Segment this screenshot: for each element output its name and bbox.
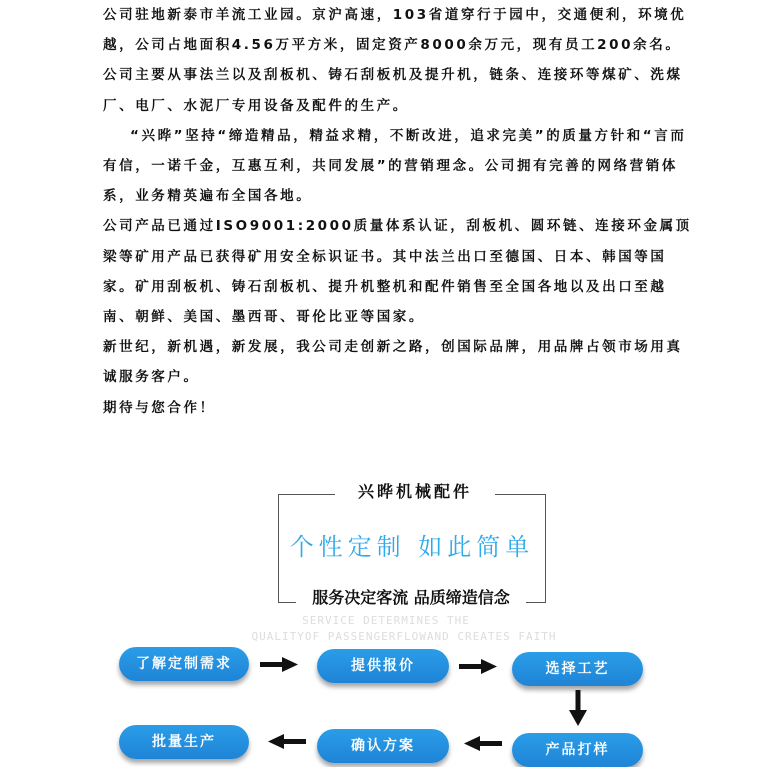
- banner-english-line-1: SERVICE DETERMINES THE: [302, 614, 470, 627]
- intro-paragraph-certification: 公司产品已通过ISO9001:2000质量体系认证，刮板机、圆环链、连接环金属顶梁等矿用产品已获得矿用安全标识证书。其中法兰出口至德国、日本、韩国等国家。矿用刮板机、铸石刮板机、提升机整机和配件销售至全国各地以及出口至越南、朝鲜、美国、墨西哥、哥伦比亚等国家。: [103, 218, 692, 326]
- banner-title: 兴晔机械配件: [335, 481, 495, 503]
- intro-paragraph-closing: 期待与您合作！: [103, 399, 216, 416]
- intro-paragraph-vision: 新世纪，新机遇，新发展，我公司走创新之路，创国际品牌，用品牌占领市场用真诚服务客户。: [103, 339, 683, 386]
- intro-paragraph-philosophy: “兴晔”坚持“缔造精品，精益求精，不断改进，追求完美”的质量方针和“言而有信，一诺千金，互惠互利，共同发展”的营销理念。公司拥有完善的网络营销体系，业务精英遍布全国各地。: [103, 127, 687, 205]
- arrow-right-icon: [260, 656, 300, 674]
- arrow-right-icon: [459, 658, 499, 676]
- arrow-left-icon: [464, 735, 504, 753]
- company-intro: [103, 0, 693, 423]
- banner-english-line-2: QUALITYOF PASSENGERFLOWAND CREATES FAITH: [251, 630, 557, 643]
- step-sample-production: 产品打样: [512, 733, 643, 767]
- arrow-down-icon: [568, 690, 588, 728]
- banner-slogan: 个性定制 如此简单: [289, 533, 535, 561]
- step-mass-production: 批量生产: [119, 725, 249, 759]
- banner-tagline: 服务决定客流 品质缔造信念: [296, 586, 526, 610]
- intro-paragraph-location: 公司驻地新泰市羊流工业园。京沪高速，103省道穿行于园中，交通便利，环境优越，公司占地面积4.56万平方米，固定资产8000余万元，现有员工200余名。公司主要从事法兰以及刮板机、铸石刮板机及提升机，链条、连接环等煤矿、洗煤厂、电厂、水泥厂专用设备及配件的生产。: [103, 7, 687, 114]
- step-confirm-plan: 确认方案: [317, 729, 449, 763]
- step-choose-process: 选择工艺: [512, 652, 643, 686]
- step-provide-quote: 提供报价: [317, 649, 449, 683]
- arrow-left-icon: [268, 733, 308, 751]
- step-understand-requirements: 了解定制需求: [119, 647, 249, 681]
